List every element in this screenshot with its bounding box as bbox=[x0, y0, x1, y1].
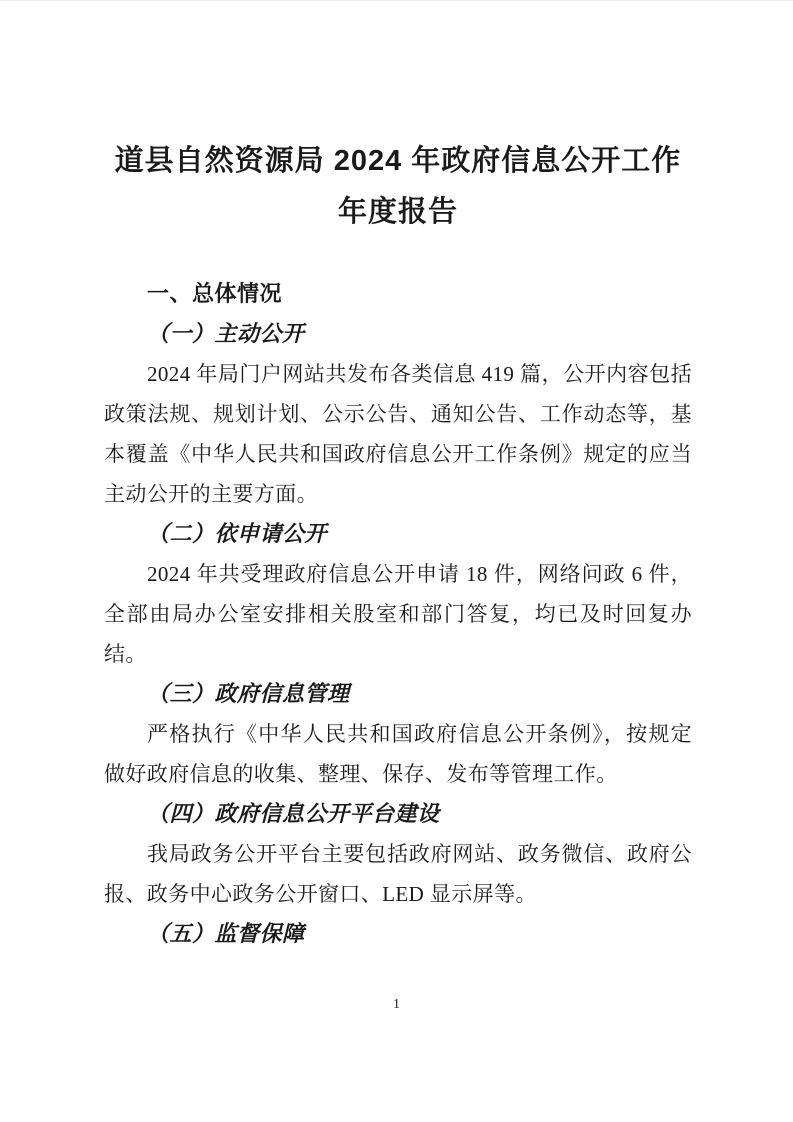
paragraph-proactive-disclosure: 2024 年局门户网站共发布各类信息 419 篇，公开内容包括政策法规、规划计划、公示公告、通知公告、工作动态等，基本覆盖《中华人民共和国政府信息公开工作条例》规定的应当主动公开的主要方面。 bbox=[104, 362, 692, 506]
page-number: 1 bbox=[393, 997, 400, 1012]
subsection-heading-platform-construction: （四）政府信息公开平台建设 bbox=[147, 801, 440, 826]
paragraph-information-management: 严格执行《中华人民共和国政府信息公开条例》，按规定做好政府信息的收集、整理、保存、发布等管理工作。 bbox=[104, 722, 692, 786]
section-heading-overall-situation: 一、总体情况 bbox=[147, 281, 283, 306]
subsection-heading-disclosure-upon-request: （二）依申请公开 bbox=[147, 521, 328, 546]
document-title-line-1: 道县自然资源局 2024 年政府信息公开工作 bbox=[114, 145, 682, 177]
subsection-heading-information-management: （三）政府信息管理 bbox=[147, 681, 350, 706]
paragraph-disclosure-upon-request: 2024 年共受理政府信息公开申请 18 件，网络问政 6 件，全部由局办公室安排相关股室和部门答复，均已及时回复办结。 bbox=[104, 562, 692, 666]
subsection-heading-proactive-disclosure: （一）主动公开 bbox=[147, 321, 305, 346]
document-title-line-2: 年度报告 bbox=[337, 196, 458, 228]
document-content bbox=[0, 1, 793, 954]
document-title bbox=[104, 136, 692, 238]
paragraph-platform-construction: 我局政务公开平台主要包括政府网站、政务微信、政府公报、政务中心政务公开窗口、LED 显示屏等。 bbox=[104, 842, 692, 906]
subsection-heading-supervision-guarantee: （五）监督保障 bbox=[147, 921, 305, 946]
